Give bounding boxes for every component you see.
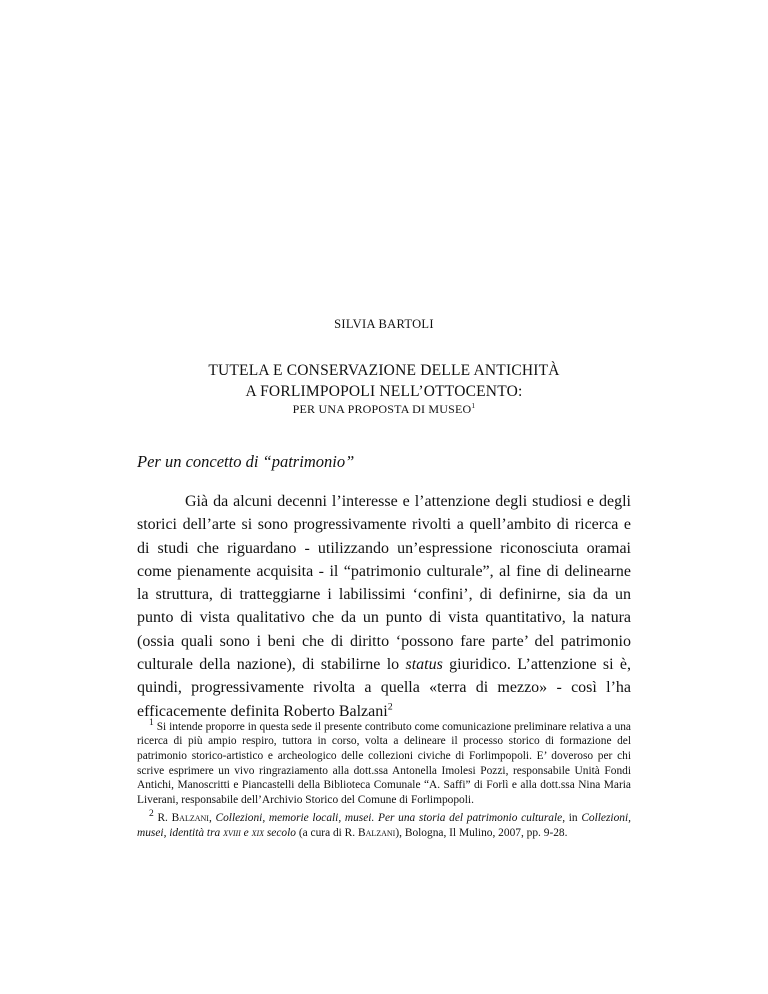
footnote-2-number: 2 bbox=[149, 809, 154, 820]
article-subtitle bbox=[0, 402, 768, 417]
footnote-1 bbox=[137, 716, 631, 807]
footnote-2-sep-2: , in bbox=[562, 812, 582, 825]
footnote-2 bbox=[137, 807, 631, 840]
footnote-2-sep-1: , bbox=[208, 812, 216, 825]
subtitle-text: PER UNA PROPOSTA DI MUSEO bbox=[292, 402, 472, 416]
footnote-2-editor-surname: Balzani bbox=[357, 826, 396, 839]
footnote-2-book-title-a: Collezioni, musei, identità tra bbox=[137, 812, 631, 839]
footnotes bbox=[137, 716, 631, 840]
footnote-2-author-initial: R. bbox=[157, 812, 172, 825]
footnote-2-book-title-c: secolo bbox=[264, 826, 296, 839]
footnote-1-text: Si intende proporre in questa sede il presente contributo come comunicazione preliminare relativa a una ricerca di più ampio respiro, tuttora in corso, volta a delineare il processo storico di formazione del patrimonio storico-artistico e archeologico delle collezioni civiche di Forlimpopoli. E’ doveroso per chi scrive esprimere un vivo ringraziamento alla dott.ssa Antonella Imolesi Pozzi, responsabile Unità Fondi Antichi, Manoscritti e Piancastelli della Biblioteca Comunale “A. Saffi” di Forlì e alla dott.ssa Nina Maria Liverani, responsabile dell’Archivio Storico del Comune di Forlimpopoli. bbox=[137, 720, 631, 806]
body-italic-word: status bbox=[405, 656, 443, 674]
article-title bbox=[0, 360, 768, 402]
body-text bbox=[137, 490, 631, 723]
footnote-1-number: 1 bbox=[149, 718, 154, 728]
author-name: SILVIA BARTOLI bbox=[334, 317, 434, 331]
footnote-2-editor-prefix: (a cura di R. bbox=[295, 826, 358, 839]
body-part-2: giuridico. L’attenzione si è, quindi, progressivamente rivolta a quella «terra di mezzo» - così l’ha efficacemente definita Roberto Balzani bbox=[137, 656, 631, 720]
title-line-2: A FORLIMPOPOLI NELL’OTTOCENTO: bbox=[245, 383, 523, 400]
footnote-2-century-2: xix bbox=[251, 826, 265, 839]
footnote-ref-2: 2 bbox=[387, 701, 393, 713]
title-line-1: TUTELA E CONSERVAZIONE DELLE ANTICHITÀ bbox=[208, 362, 560, 379]
footnote-2-rest: ), Bologna, Il Mulino, 2007, pp. 9-28. bbox=[395, 826, 568, 839]
body-paragraph bbox=[137, 490, 631, 723]
footnote-2-century-1: xviii bbox=[223, 826, 241, 839]
footnote-2-title: Collezioni, memorie locali, musei. Per una storia del patrimonio culturale bbox=[215, 812, 563, 825]
body-part-1: Già da alcuni decenni l’interesse e l’attenzione degli studiosi e degli storici dell’arte si sono progressivamente rivolti a quell’ambito di ricerca e di studi che riguardano - utilizzando un’espressione riconosciuta oramai come pienamente acquisita - il “patrimonio culturale”, al fine di delinearne la struttura, di tratteggiarne i labilissimi ‘confini’, di definirne, sia da un punto di vista qualitativo che da un punto di vista quantitativo, la natura (ossia quali sono i beni che di diritto ‘possono fare parte’ del patrimonio culturale della nazione), di stabilirne lo bbox=[137, 493, 631, 674]
footnote-2-book-title-b: e bbox=[240, 826, 252, 839]
footnote-2-author-surname: Balzani bbox=[171, 812, 209, 825]
footnote-ref-1: 1 bbox=[471, 401, 476, 410]
section-heading: Per un concetto di “patrimonio” bbox=[137, 452, 355, 471]
